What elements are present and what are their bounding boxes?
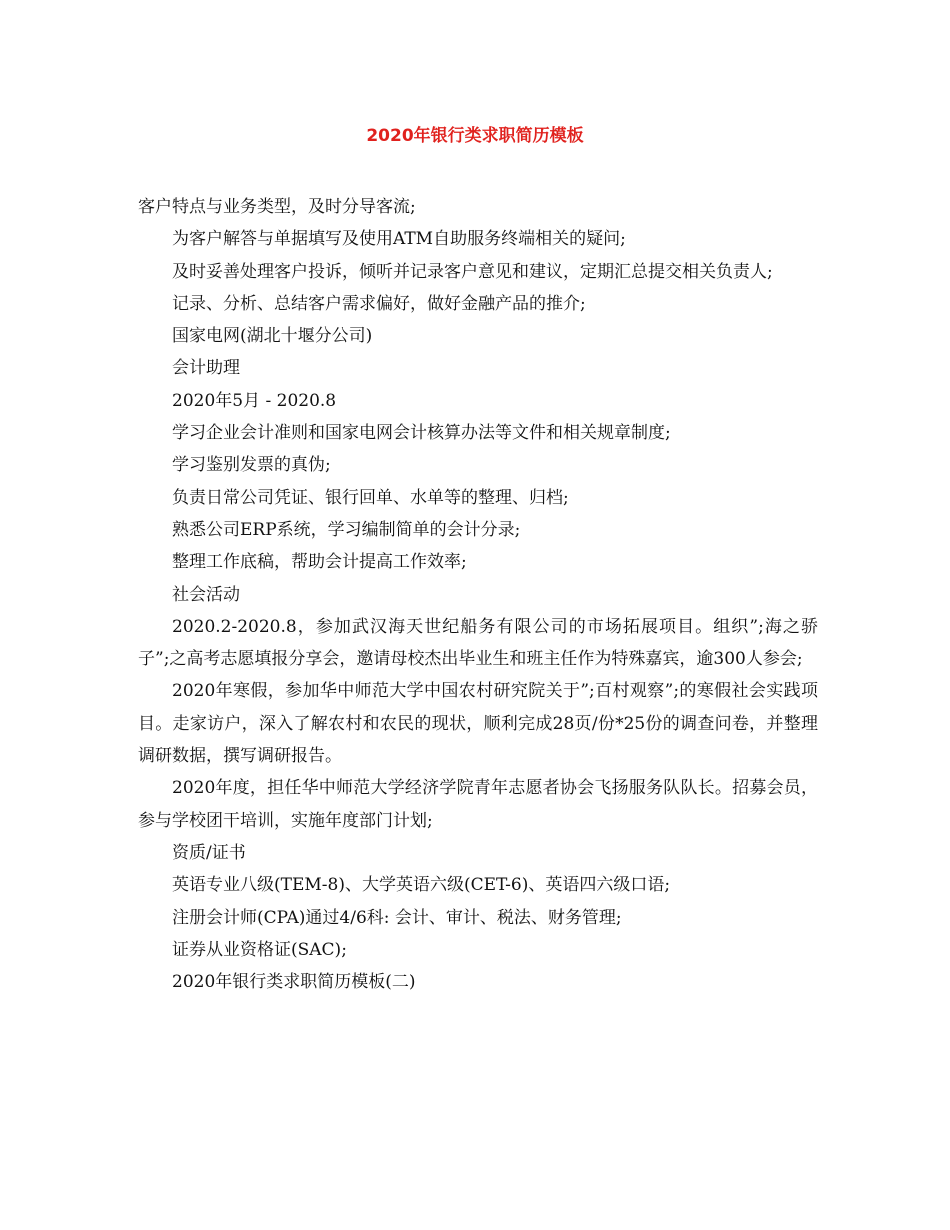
paragraph: 记录、分析、总结客户需求偏好，做好金融产品的推介; <box>172 293 586 314</box>
paragraph: 学习企业会计准则和国家电网会计核算办法等文件和相关规章制度; <box>172 423 671 444</box>
section-heading-social: 社会活动 <box>172 584 240 605</box>
paragraph: 熟悉公司ERP系统，学习编制简单的会计分录; <box>172 519 521 540</box>
page-title: 2020年银行类求职简历模板 <box>366 126 584 146</box>
job-period: 2020年5月 - 2020.8 <box>172 390 337 411</box>
document-body <box>138 191 818 998</box>
paragraph: 注册会计师(CPA)通过4/6科: 会计、审计、税法、财务管理; <box>172 907 622 928</box>
paragraph: 2020年寒假，参加华中师范大学中国农村研究院关于”;百村观察”;的寒假社会实践项目。走家访户，深入了解农村和农民的现状，顺利完成28页/份*25份的调查问卷，并整理调研数据，撰写调研报告。 <box>138 681 818 767</box>
paragraph: 负责日常公司凭证、银行回单、水单等的整理、归档; <box>172 487 569 508</box>
paragraph: 证券从业资格证(SAC); <box>172 939 347 960</box>
paragraph: 客户特点与业务类型，及时分导客流; <box>138 197 416 217</box>
paragraph: 为客户解答与单据填写及使用ATM自助服务终端相关的疑问; <box>172 229 626 250</box>
company-name: 国家电网(湖北十堰分公司) <box>172 326 373 347</box>
paragraph: 及时妥善处理客户投诉，倾听并记录客户意见和建议，定期汇总提交相关负责人; <box>172 261 773 282</box>
paragraph: 2020.2-2020.8，参加武汉海天世纪船务有限公司的市场拓展项目。组织”;海之骄子”;之高考志愿填报分享会，邀请母校杰出毕业生和班主任作为特殊嘉宾，逾300人参会; <box>138 616 818 670</box>
job-title: 会计助理 <box>172 358 240 379</box>
paragraph: 2020年度，担任华中师范大学经济学院青年志愿者协会飞扬服务队队长。招募会员，参与学校团干培训，实施年度部门计划; <box>138 778 818 831</box>
paragraph: 英语专业八级(TEM-8)、大学英语六级(CET-6)、英语四六级口语; <box>172 875 671 896</box>
paragraph: 整理工作底稿，帮助会计提高工作效率; <box>172 552 467 573</box>
paragraph: 学习鉴别发票的真伪; <box>172 455 331 476</box>
section-heading-certificates: 资质/证书 <box>172 842 246 863</box>
paragraph: 2020年银行类求职简历模板(二) <box>172 972 416 993</box>
